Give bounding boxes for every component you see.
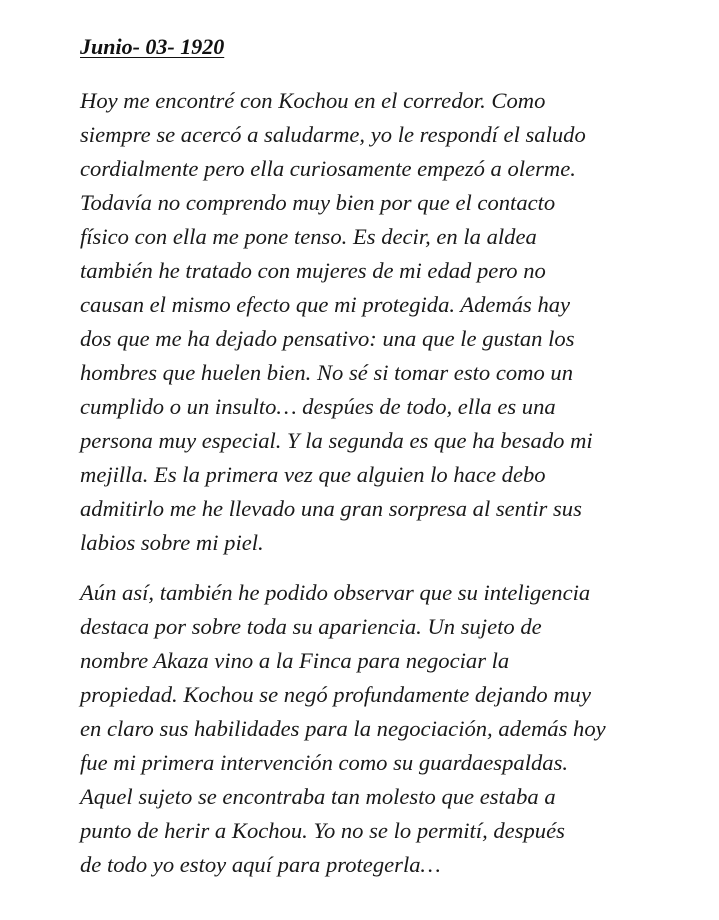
paragraph-line: hombres que huelen bien. No sé si tomar esto como un (80, 360, 574, 385)
paragraph-line: persona muy especial. Y la segunda es que ha besado mi (80, 428, 593, 453)
paragraph-line: Hoy me encontré con Kochou en el corredor. Como (80, 88, 546, 113)
paragraph-1 (80, 84, 660, 560)
paragraph-line: cordialmente pero ella curiosamente empezó a olerme. (80, 156, 576, 181)
paragraph-line: Todavía no comprendo muy bien por que el contacto (80, 190, 556, 215)
paragraph-line: causan el mismo efecto que mi protegida. Además hay (80, 292, 571, 317)
paragraph-line: fue mi primera intervención como su guardaespaldas. (80, 750, 569, 775)
paragraph-line: cumplido o un insulto… despúes de todo, ella es una (80, 394, 556, 419)
paragraph-line: Aún así, también he podido observar que su inteligencia (80, 580, 591, 605)
paragraph-line: también he tratado con mujeres de mi edad pero no (80, 258, 546, 283)
paragraph-line: nombre Akaza vino a la Finca para negociar la (80, 648, 510, 673)
paragraph-line: físico con ella me pone tenso. Es decir, en la aldea (80, 224, 537, 249)
paragraph-line: dos que me ha dejado pensativo: una que le gustan los (80, 326, 575, 351)
paragraph-line: destaca por sobre toda su apariencia. Un sujeto de (80, 614, 542, 639)
paragraph-2 (80, 576, 660, 882)
entry-date-heading: Junio- 03- 1920 (80, 34, 225, 59)
paragraph-line: punto de herir a Kochou. Yo no se lo permití, después (80, 818, 565, 843)
paragraph-line: Aquel sujeto se encontraba tan molesto que estaba a (80, 784, 556, 809)
paragraph-line: en claro sus habilidades para la negociación, además hoy (80, 716, 606, 741)
paragraph-line: siempre se acercó a saludarme, yo le respondí el saludo (80, 122, 586, 147)
paragraph-line: de todo yo estoy aquí para protegerla… (80, 852, 441, 877)
paragraph-line: admitirlo me he llevado una gran sorpresa al sentir sus (80, 496, 582, 521)
paragraph-line: mejilla. Es la primera vez que alguien lo hace debo (80, 462, 546, 487)
paragraph-line: labios sobre mi piel. (80, 530, 264, 555)
paragraph-line: propiedad. Kochou se negó profundamente dejando muy (80, 682, 591, 707)
